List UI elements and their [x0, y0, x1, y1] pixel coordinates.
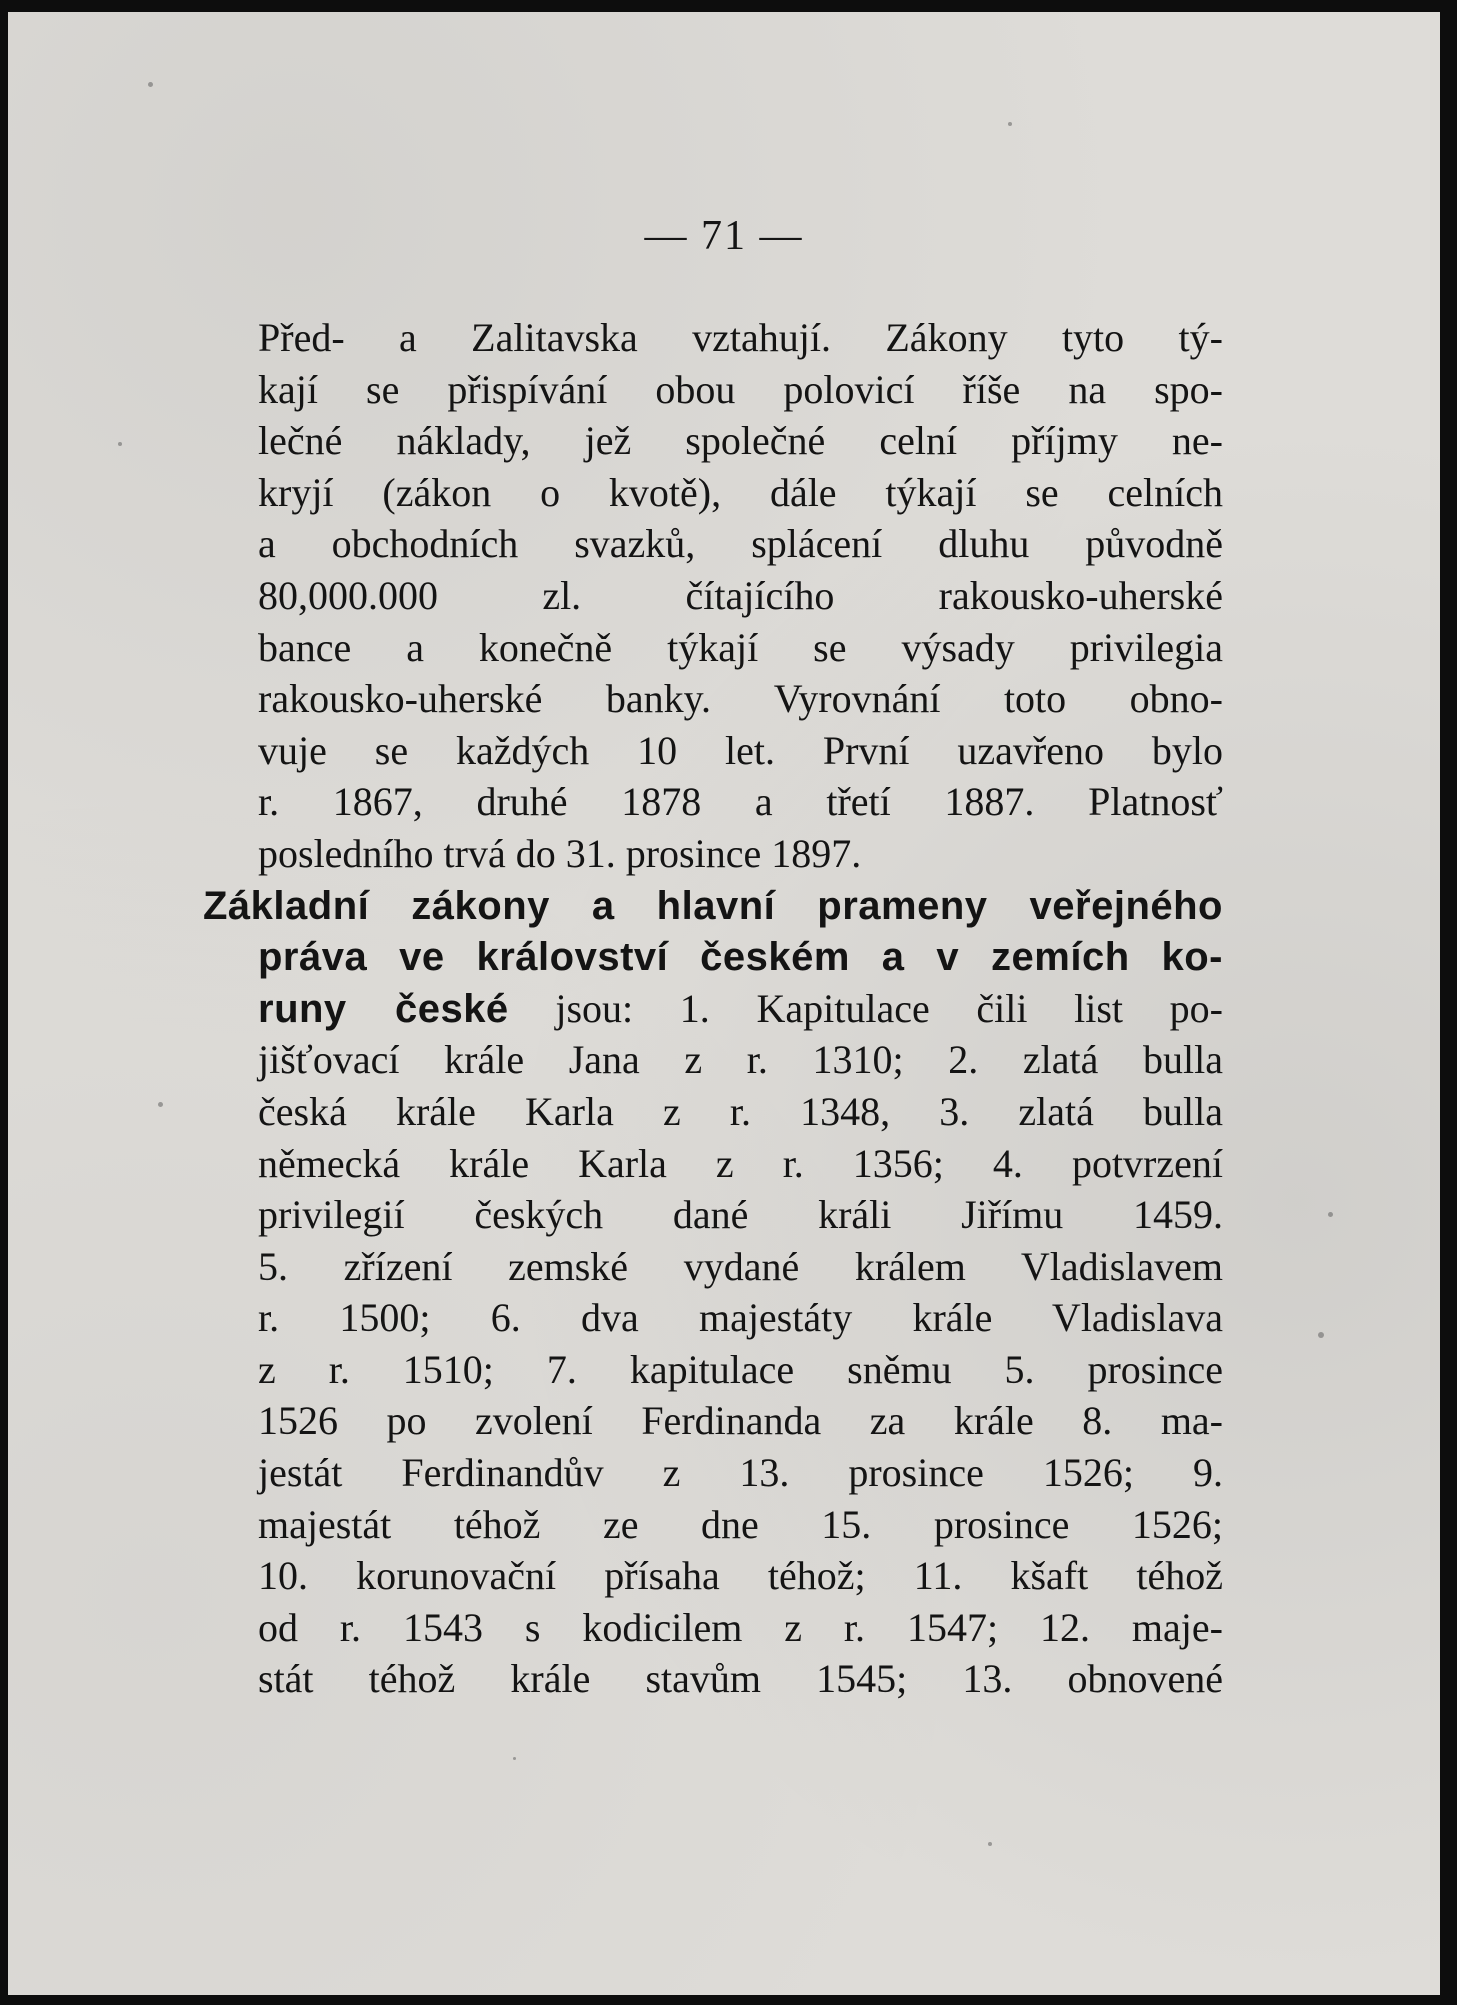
text-line: 5. zřízení zemské vydané králem Vladislavem [258, 1243, 1223, 1289]
scan-speck [988, 1842, 992, 1846]
text-line: majestát téhož ze dne 15. prosince 1526; [258, 1501, 1223, 1547]
text-line: r. 1500; 6. dva majestáty krále Vladislava [258, 1295, 1223, 1341]
text-line: česká krále Karla z r. 1348, 3. zlatá bulla [258, 1088, 1223, 1134]
page-number: — 71 — [644, 213, 804, 259]
scan-speck [1008, 122, 1012, 126]
text-line: kají se přispívání obou polovicí říše na spo- [258, 366, 1223, 412]
scan-speck [118, 442, 122, 446]
section-heading: práva ve království českém a v zemích ko- [258, 935, 1223, 980]
scan-speck [513, 1757, 516, 1760]
scan-speck [148, 82, 153, 87]
text-line: jestát Ferdinandův z 13. prosince 1526; 9. [258, 1450, 1223, 1496]
text-line: kryjí (zákon o kvotě), dále týkají se celních [258, 469, 1223, 515]
text-line: z r. 1510; 7. kapitulace sněmu 5. prosince [258, 1346, 1223, 1392]
text-line: německá krále Karla z r. 1356; 4. potvrzení [258, 1140, 1223, 1186]
text-line: 1526 po zvolení Ferdinanda za krále 8. ma- [258, 1398, 1223, 1444]
section-heading: Základní zákony a hlavní prameny veřejného [203, 883, 1223, 928]
text-line: bance a konečně týkají se výsady privilegia [258, 624, 1223, 670]
scan-speck [1328, 1212, 1333, 1217]
text-line: Před- a Zalitavska vztahují. Zákony tyto tý- [258, 315, 1223, 360]
text-line: 10. korunovační přísaha téhož; 11. kšaft téhož [258, 1553, 1223, 1599]
heading-line [258, 931, 1223, 983]
text-line: runy české jsou: 1. Kapitulace čili list po- [258, 985, 1224, 1031]
text-line: 80,000.000 zl. čítajícího rakousko-uherské [258, 572, 1223, 618]
text-line: a obchodních svazků, splácení dluhu původně [258, 521, 1223, 567]
text-line: posledního trvá do 31. prosince 1897. [258, 830, 862, 876]
text-line: stát téhož krále stavům 1545; 13. obnovené [258, 1656, 1223, 1702]
text-line: lečné náklady, jež společné celní příjmy ne- [258, 418, 1223, 464]
body-text [203, 312, 1224, 1705]
text-line: vuje se každých 10 let. První uzavřeno bylo [258, 727, 1223, 773]
text-line: r. 1867, druhé 1878 a třetí 1887. Platnosť [258, 779, 1223, 825]
text-line: od r. 1543 s kodicilem z r. 1547; 12. maje- [258, 1604, 1223, 1650]
text-line: jišťovací krále Jana z r. 1310; 2. zlatá bulla [258, 1037, 1223, 1083]
scan-speck [158, 1102, 163, 1107]
book-page [8, 12, 1440, 1995]
text-line: rakousko-uherské banky. Vyrovnání toto obno- [258, 676, 1223, 722]
scan-speck [1318, 1332, 1324, 1338]
text-line: privilegií českých dané králi Jiřímu 1459. [258, 1192, 1223, 1238]
section-heading: runy české [258, 986, 509, 1031]
heading-line [203, 880, 1223, 932]
